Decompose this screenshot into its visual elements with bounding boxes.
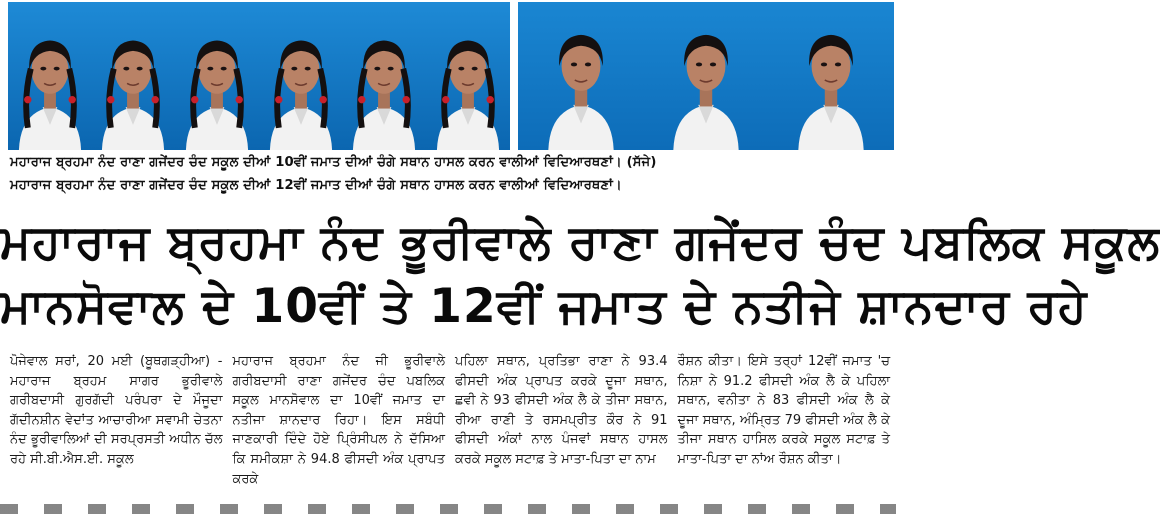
- class12-student-portrait-1: [523, 10, 639, 150]
- photo-caption-class10: ਮਹਾਰਾਜ ਬ੍ਰਹਮਾ ਨੰਦ ਰਾਣਾ ਗਜੇਂਦਰ ਚੰਦ ਸਕੂਲ ਦੀਆਂ 10ਵੀਂ ਜਮਾਤ ਦੀਆਂ ਚੰਗੇ ਸਥਾਨ ਹਾਸਲ ਕਰਨ ਵਾਲੀਆਂ ਵਿਦਿਆਰਥਣਾਂ। (ਸੱਜੇ): [10, 155, 657, 170]
- headline-line-2: ਮਾਨਸੋਵਾਲ ਦੇ 10ਵੀਂ ਤੇ 12ਵੀਂ ਜਮਾਤ ਦੇ ਨਤੀਜੇ ਸ਼ਾਨਦਾਰ ਰਹੇ: [0, 279, 1088, 334]
- class10-student-portrait-6: [431, 10, 505, 150]
- article-column-2: ਮਹਾਰਾਜ ਬ੍ਰਹਮਾ ਨੰਦ ਜੀ ਭੂਰੀਵਾਲੇ ਗਰੀਬਦਾਸੀ ਰਾਣਾ ਗਜੇਂਦਰ ਚੰਦ ਪਬਲਿਕ ਸਕੂਲ ਮਾਨਸੋਵਾਲ ਦਾ 10ਵੀਂ ਜਮਾਤ ਦਾ ਨਤੀਜਾ ਸ਼ਾਨਦਾਰ ਰਿਹਾ। ਇਸ ਸਬੰਧੀ ਜਾਣਕਾਰੀ ਦਿੰਦੇ ਹੋਏ ਪ੍ਰਿੰਸੀਪਲ ਨੇ ਦੱਸਿਆ ਕਿ ਸਮੀਕਸ਼ਾ ਨੇ 94.8 ਫੀਸਦੀ ਅੰਕ ਪ੍ਰਾਪਤ ਕਰਕੇ: [232, 354, 445, 487]
- class12-student-portrait-3: [773, 10, 889, 150]
- article-column-4: ਰੌਸ਼ਨ ਕੀਤਾ। ਇਸੇ ਤਰ੍ਹਾਂ 12ਵੀਂ ਜਮਾਤ 'ਚ ਨਿਸ਼ਾ ਨੇ 91.2 ਫੀਸਦੀ ਅੰਕ ਲੈ ਕੇ ਪਹਿਲਾ ਸਥਾਨ, ਵਨੀਤਾ ਨੇ 83 ਫੀਸਦੀ ਅੰਕ ਲੈ ਕੇ ਦੂਜਾ ਸਥਾਨ, ਅੰਮ੍ਰਿਤ 79 ਫੀਸਦੀ ਅੰਕ ਲੈ ਕੇ ਤੀਜਾ ਸਥਾਨ ਹਾਸਿਲ ਕਰਕੇ ਸਕੂਲ ਸਟਾਫ਼ ਤੇ ਮਾਤਾ-ਪਿਤਾ ਦਾ ਨਾਂਅ ਰੌਸ਼ਨ ਕੀਤਾ।: [677, 354, 890, 467]
- photo-caption-class12: ਮਹਾਰਾਜ ਬ੍ਰਹਮਾ ਨੰਦ ਰਾਣਾ ਗਜੇਂਦਰ ਚੰਦ ਸਕੂਲ ਦੀਆਂ 12ਵੀਂ ਜਮਾਤ ਦੀਆਂ ਚੰਗੇ ਸਥਾਨ ਹਾਸਲ ਕਰਨ ਵਾਲੀਆਂ ਵਿਦਿਆਰਥਣਾਂ।: [10, 178, 622, 193]
- class10-students-photo: [8, 2, 510, 150]
- headline-line-1: ਮਹਾਰਾਜ ਬ੍ਰਹਮਾ ਨੰਦ ਭੂਰੀਵਾਲੇ ਰਾਣਾ ਗਜੇਂਦਰ ਚੰਦ ਪਬਲਿਕ ਸਕੂਲ: [0, 215, 1160, 270]
- class10-student-portrait-5: [347, 10, 421, 150]
- class10-student-portrait-3: [180, 10, 254, 150]
- article-column-3: ਪਹਿਲਾ ਸਥਾਨ, ਪ੍ਰਤਿਭਾ ਰਾਣਾ ਨੇ 93.4 ਫੀਸਦੀ ਅੰਕ ਪ੍ਰਾਪਤ ਕਰਕੇ ਦੂਜਾ ਸਥਾਨ, ਛਵੀ ਨੇ 93 ਫੀਸਦੀ ਅੰਕ ਲੈ ਕੇ ਤੀਜਾ ਸਥਾਨ, ਰੀਆ ਰਾਣੀ ਤੇ ਰਸਮਪ੍ਰੀਤ ਕੌਰ ਨੇ 91 ਫੀਸਦੀ ਅੰਕਾਂ ਨਾਲ ਪੰਜਵਾਂ ਸਥਾਨ ਹਾਸਲ ਕਰਕੇ ਸਕੂਲ ਸਟਾਫ਼ ਤੇ ਮਾਤਾ-ਪਿਤਾ ਦਾ ਨਾਮ: [455, 354, 668, 467]
- class10-student-portrait-4: [264, 10, 338, 150]
- article-column-1: ਪੋਜੇਵਾਲ ਸਰਾਂ, 20 ਮਈ (ਬੂਥਗੜ੍ਹੀਆ) - ਮਹਾਰਾਜ ਬ੍ਰਹਮ ਸਾਗਰ ਭੂਰੀਵਾਲੇ ਗਰੀਬਦਾਸੀ ਗੁਰਗੱਦੀ ਪਰੰਪਰਾ ਦੇ ਮੌਜੂਦਾ ਗੱਦੀਨਸ਼ੀਨ ਵੇਦਾਂਤ ਆਚਾਰੀਆ ਸਵਾਮੀ ਚੇਤਨਾ ਨੰਦ ਭੂਰੀਵਾਲਿਆਂ ਦੀ ਸਰਪ੍ਰਸਤੀ ਅਧੀਨ ਚੱਲ ਰਹੇ ਸੀ.ਬੀ.ਐਸ.ਈ. ਸਕੂਲ: [10, 354, 223, 467]
- class12-student-portrait-2: [648, 10, 764, 150]
- article-body: [10, 352, 890, 508]
- photo-section: [0, 0, 896, 152]
- class10-student-portrait-2: [96, 10, 170, 150]
- class12-students-photo: [518, 2, 894, 150]
- class10-student-portrait-1: [13, 10, 87, 150]
- next-article-cutoff: [0, 504, 896, 514]
